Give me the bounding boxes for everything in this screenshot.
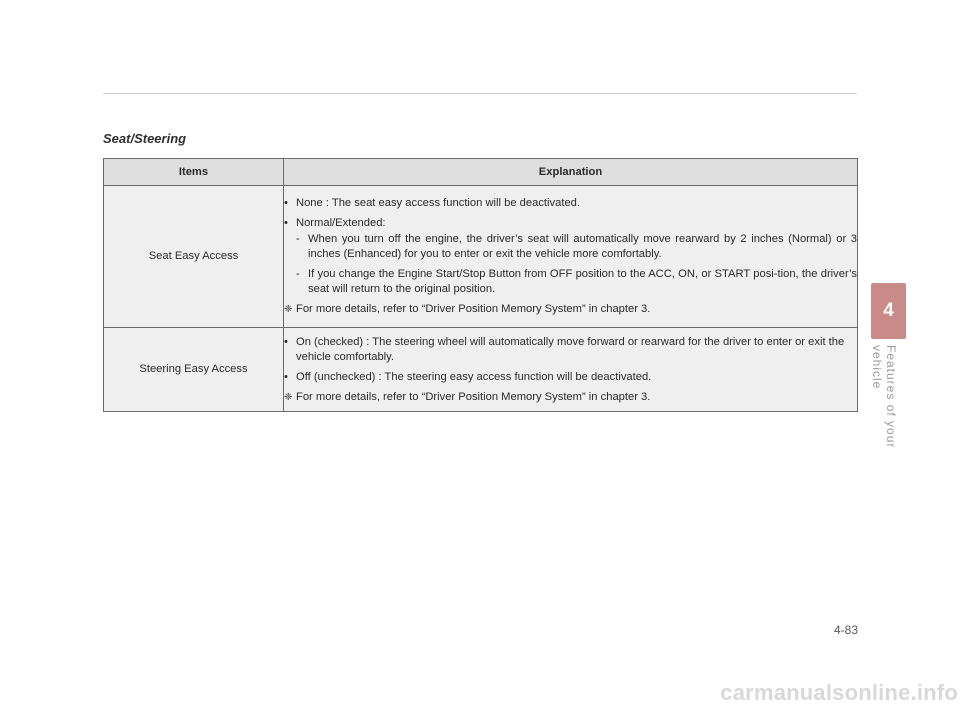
header-explanation: Explanation bbox=[284, 159, 858, 186]
bullet-text: Normal/Extended: bbox=[296, 217, 386, 229]
page-number: 4-83 bbox=[833, 623, 858, 637]
item-seat-easy-access: Seat Easy Access bbox=[104, 186, 284, 328]
table-header-row bbox=[104, 159, 858, 186]
bullet-text: On (checked) : The steering wheel will automatically move forward or rearward for the driver to enter or exit the vehicle comfortably. bbox=[296, 335, 845, 363]
explanation-seat-easy-access bbox=[284, 186, 858, 328]
bullet-text: Off (unchecked) : The steering easy access function will be deactivated. bbox=[296, 370, 652, 383]
note-text: For more details, refer to “Driver Position Memory System” in chapter 3. bbox=[296, 303, 651, 315]
sub-item bbox=[284, 232, 857, 262]
list-item bbox=[284, 196, 857, 211]
reference-note bbox=[284, 390, 857, 405]
list-item bbox=[284, 370, 857, 385]
header-rule bbox=[103, 93, 857, 94]
note-text: For more details, refer to “Driver Position Memory System” in chapter 3. bbox=[296, 390, 651, 403]
bullet-mark: • bbox=[284, 335, 288, 348]
chapter-number: 4 bbox=[883, 300, 894, 321]
chapter-tab bbox=[871, 283, 906, 339]
bullet-text: None : The seat easy access function will be deactivated. bbox=[296, 197, 580, 209]
dash-mark: - bbox=[296, 268, 300, 280]
note-icon: ❈ bbox=[284, 391, 293, 403]
explanation-steering-easy-access bbox=[284, 328, 858, 412]
reference-note bbox=[284, 302, 857, 317]
header-items: Items bbox=[104, 159, 284, 186]
list-item bbox=[284, 335, 857, 365]
table-row bbox=[104, 328, 858, 412]
chapter-label: Features of your vehicle bbox=[870, 345, 898, 449]
item-steering-easy-access: Steering Easy Access bbox=[104, 328, 284, 412]
settings-table bbox=[103, 158, 858, 412]
sub-text: If you change the Engine Start/Stop Button from OFF position to the ACC, ON, or START posi-tion, the driver’s seat will return to the original position. bbox=[308, 268, 857, 295]
bullet-mark: • bbox=[284, 217, 288, 229]
bullet-mark: • bbox=[284, 370, 288, 383]
list-item bbox=[284, 216, 857, 231]
sub-item bbox=[284, 267, 857, 297]
table-row bbox=[104, 186, 858, 328]
section-title: Seat/Steering bbox=[103, 131, 187, 146]
sub-text: When you turn off the engine, the driver’s seat will automatically move rearward by 2 inches (Normal) or 3 inches (Enhanced) for you to enter or exit the vehicle more comfortably. bbox=[308, 233, 857, 260]
dash-mark: - bbox=[296, 233, 300, 245]
watermark: carmanualsonline.info bbox=[720, 680, 958, 705]
note-icon: ❈ bbox=[284, 304, 293, 315]
bullet-mark: • bbox=[284, 197, 288, 209]
